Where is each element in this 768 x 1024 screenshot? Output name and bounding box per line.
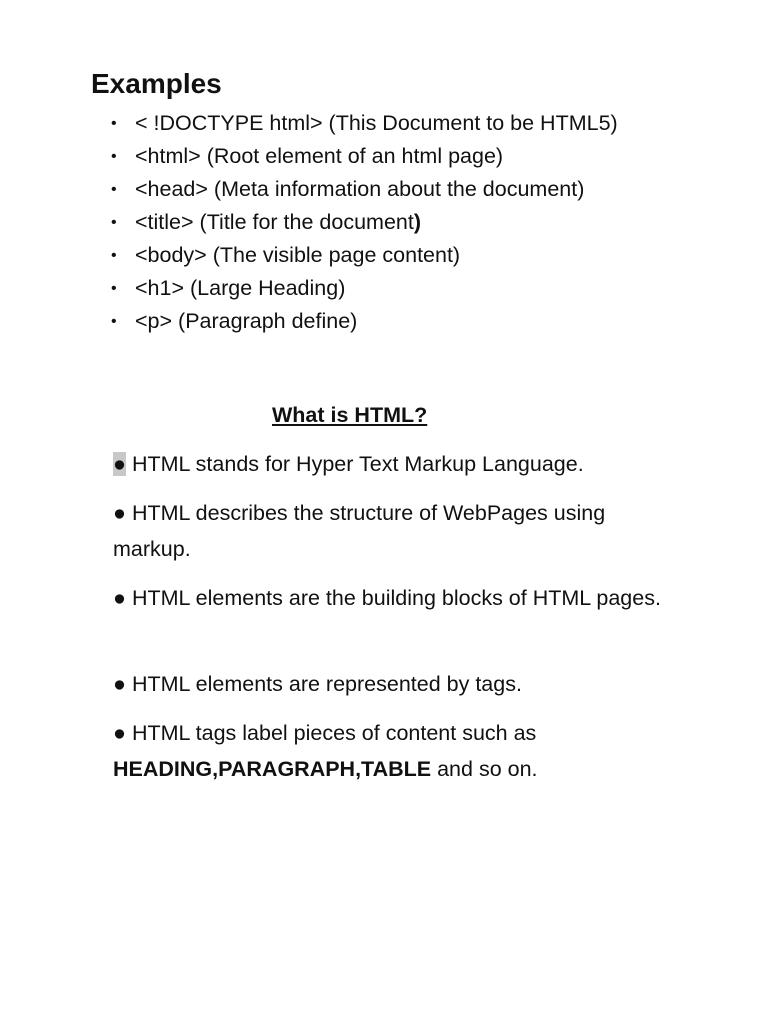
bullet-icon: • bbox=[111, 280, 117, 297]
list-item-text: <title> (Title for the document bbox=[135, 210, 414, 234]
list-item-text: <html> (Root element of an html page) bbox=[135, 144, 504, 168]
bullet-icon: • bbox=[111, 247, 117, 264]
paragraph-text-tail: and so on. bbox=[431, 757, 538, 781]
examples-heading: Examples bbox=[91, 68, 222, 99]
list-item bbox=[111, 173, 618, 206]
examples-list bbox=[111, 107, 618, 338]
list-item bbox=[111, 272, 618, 305]
paragraph-html-tags-label bbox=[113, 715, 673, 787]
bullet-icon: • bbox=[111, 214, 117, 231]
list-item-text: <h1> (Large Heading) bbox=[135, 276, 346, 300]
list-item bbox=[111, 107, 618, 140]
what-is-html-heading: What is HTML? bbox=[272, 403, 428, 427]
list-item bbox=[111, 140, 618, 173]
paragraph-html-describes: ● HTML describes the structure of WebPages using markup. bbox=[113, 501, 606, 561]
list-item-bold-paren: ) bbox=[413, 210, 422, 234]
paragraph-text: ● HTML tags label pieces of content such as bbox=[113, 721, 537, 745]
bullet-icon: • bbox=[111, 115, 117, 132]
paragraph-html-stands-for bbox=[113, 446, 673, 482]
list-item-text: <p> (Paragraph define) bbox=[135, 309, 358, 333]
paragraph-bold-terms: HEADING,PARAGRAPH,TABLE bbox=[113, 757, 432, 781]
bullet-icon: • bbox=[111, 313, 117, 330]
list-item bbox=[111, 239, 618, 272]
bullet-icon: • bbox=[111, 148, 117, 165]
list-item-text: <head> (Meta information about the document) bbox=[135, 177, 585, 201]
paragraph-html-elements-building-blocks: ● HTML elements are the building blocks of HTML pages. bbox=[113, 586, 661, 610]
paragraph-text: HTML stands for Hyper Text Markup Language. bbox=[126, 452, 584, 476]
highlighted-bullet-icon: ● bbox=[113, 452, 126, 476]
list-item bbox=[111, 206, 618, 239]
list-item-text: <body> (The visible page content) bbox=[135, 243, 461, 267]
paragraph-html-elements-tags: ● HTML elements are represented by tags. bbox=[113, 672, 522, 696]
list-item-text: < !DOCTYPE html> (This Document to be HTML5) bbox=[135, 111, 618, 135]
list-item bbox=[111, 305, 618, 338]
bullet-icon: • bbox=[111, 181, 117, 198]
